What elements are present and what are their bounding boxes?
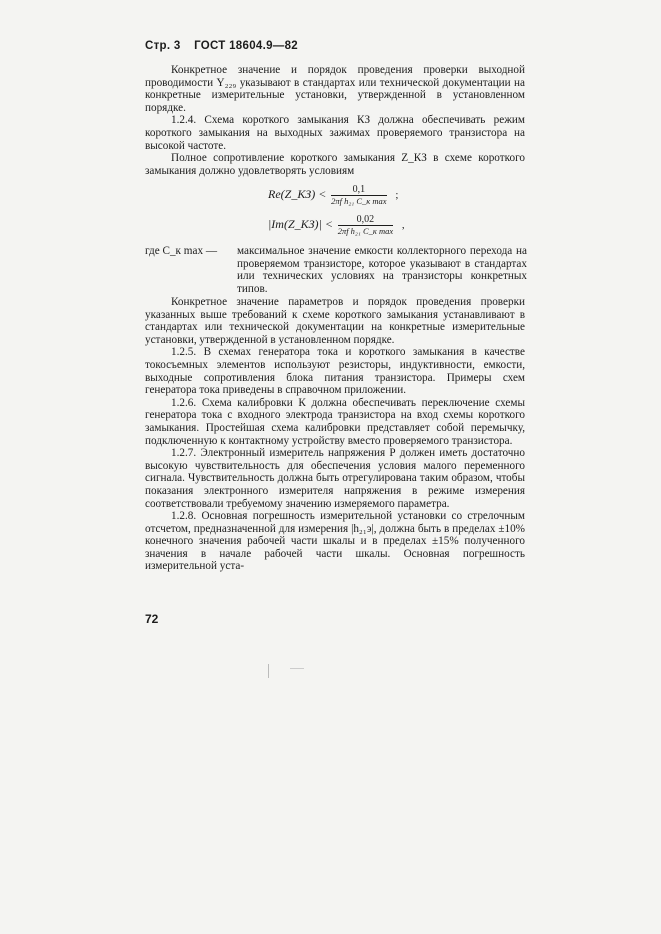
paragraph-short-circuit-impedance: Полное сопротивление короткого замыкания Z_КЗ в схеме короткого замыкания должно удовлетворять условиям bbox=[145, 152, 525, 177]
formula-imag-fraction bbox=[338, 214, 393, 237]
formula-imag-part bbox=[268, 214, 405, 237]
standard-code: ГОСТ 18604.9—82 bbox=[194, 40, 298, 52]
formula-imag-lhs: |Im(Z_КЗ)| < bbox=[268, 217, 333, 232]
formula-real-denominator: 2πf h₂₁ C_к max bbox=[331, 196, 387, 206]
paragraph-1-2-4: 1.2.4. Схема короткого замыкания КЗ должна обеспечивать режим короткого замыкания на выходных зажимах проверяемого транзистора на высокой частоте. bbox=[145, 114, 525, 152]
formula-real-numerator: 0,1 bbox=[331, 184, 386, 196]
paragraph-parameters: Конкретное значение параметров и порядок проведения проверки указанных выше требований к схеме короткого замыкания устанавливают в стандартах или технической документации на конкретные измерительные установки, утвержденной в установленном порядке. bbox=[145, 296, 525, 346]
formula-real-fraction bbox=[331, 184, 386, 207]
scan-artifact-dash bbox=[290, 668, 304, 669]
formula-imag-punct: , bbox=[401, 219, 405, 232]
scan-artifact-line bbox=[268, 664, 269, 678]
formula-real-part bbox=[268, 184, 398, 207]
where-label: где C_к max — bbox=[145, 245, 218, 257]
where-text: максимальное значение емкости коллекторного перехода на проверяемом транзисторе, которое указывают в стандартах или технических условиях на транзисторы конкретных типов. bbox=[237, 245, 527, 295]
formula-imag-numerator: 0,02 bbox=[338, 214, 393, 226]
paragraph-1-2-8: 1.2.8. Основная погрешность измерительной установки со стрелочным отсчетом, предназначенной для измерения |h₂₁э|, должна быть в пределах ±10% конечного значения рабочей части шкалы и в пределах ±15% полученного значения в начале рабочей части шкалы. Основная погрешность измерительной уста- bbox=[145, 510, 525, 573]
formula-real-lhs: Re(Z_КЗ) < bbox=[268, 187, 327, 202]
paragraph-1-2-5: 1.2.5. В схемах генератора тока и короткого замыкания в качестве токосъемных элементов используют резисторы, индуктивности, емкости, выходные сопротивления блока питания транзистора. Примеры схем генератора тока приведены в справочном приложении. bbox=[145, 346, 525, 397]
page-number: 72 bbox=[145, 612, 159, 626]
formula-imag-denominator: 2πf h₂₁ C_к max bbox=[337, 226, 394, 236]
page-header bbox=[145, 40, 308, 52]
text-block-bottom bbox=[145, 296, 525, 573]
formula-real-punct: ; bbox=[395, 189, 399, 202]
page-label: Стр. 3 bbox=[145, 40, 181, 52]
text-block-top bbox=[145, 64, 525, 177]
paragraph-output-conductance: Конкретное значение и порядок проведения проверки выходной проводимости Y₂₂₉ указывают в стандартах или технической документации на конкретные измерительные установки, утвержденной в установленном порядке. bbox=[145, 64, 525, 114]
paragraph-1-2-6: 1.2.6. Схема калибровки К должна обеспечивать переключение схемы генератора тока с входного электрода транзистора на вход схемы короткого замыкания. Простейшая схема калибровки представляет собой перемычку, подключенную к контактному устройству вместо проверяемого транзистора. bbox=[145, 396, 525, 447]
paragraph-1-2-7: 1.2.7. Электронный измеритель напряжения Р должен иметь достаточно высокую чувствительность для обеспечения условия малого переменного сигнала. Чувствительность должна быть отрегулирована таким образом, чтобы показания электронного измерителя напряжения в режиме измерения соответствовали требуемому значению измеряемого параметра. bbox=[145, 447, 525, 510]
